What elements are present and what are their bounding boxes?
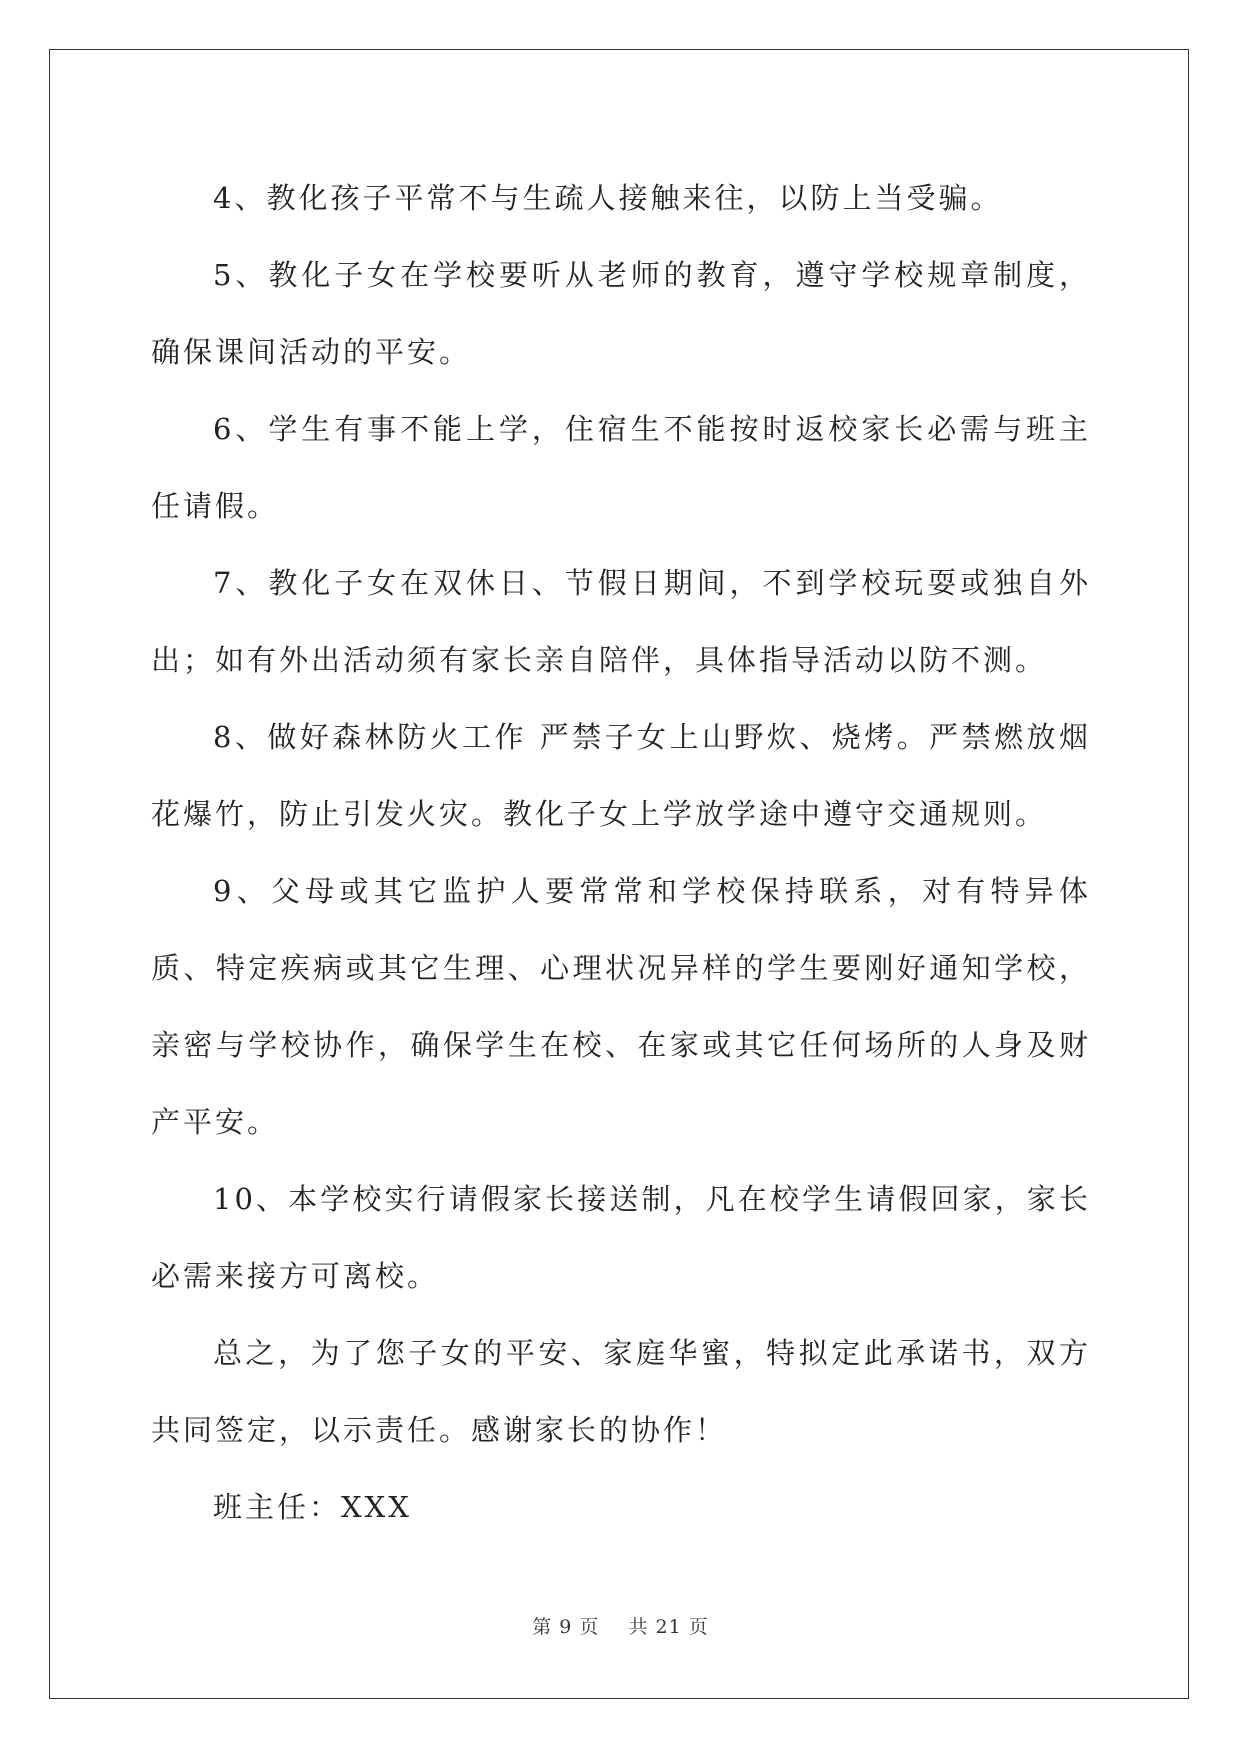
paragraph-item-4: 4、教化孩子平常不与生疏人接触来往，以防上当受骗。 (213, 181, 1003, 215)
signature-line: 班主任：XXX (213, 1490, 412, 1524)
paragraph-item-7: 7、教化子女在双休日、节假日期间，不到学校玩耍或独自外出；如有外出活动须有家长亲自陪伴，具体指导活动以防不测。 (151, 566, 1091, 677)
paragraph-item-8: 8、做好森林防火工作 严禁子女上山野炊、烧烤。严禁燃放烟花爆竹，防止引发火灾。教化子女上学放学途中遵守交通规则。 (151, 720, 1091, 831)
page-number: 第 9 页 (532, 1616, 600, 1638)
document-body (151, 160, 1091, 1546)
paragraph-item-10: 10、本学校实行请假家长接送制，凡在校学生请假回家，家长必需来接方可离校。 (151, 1182, 1091, 1293)
paragraph-item-6: 6、学生有事不能上学，住宿生不能按时返校家长必需与班主任请假。 (151, 412, 1091, 523)
page-total: 共 21 页 (628, 1616, 709, 1638)
paragraph-item-9: 9、父母或其它监护人要常常和学校保持联系，对有特异体质、特定疾病或其它生理、心理状况异样的学生要刚好通知学校，亲密与学校协作，确保学生在校、在家或其它任何场所的人身及财产平安。 (151, 874, 1091, 1139)
paragraph-summary: 总之，为了您子女的平安、家庭华蜜，特拟定此承诺书，双方共同签定，以示责任。感谢家长的协作！ (151, 1336, 1091, 1447)
paragraph-item-5: 5、教化子女在学校要听从老师的教育，遵守学校规章制度，确保课间活动的平安。 (151, 258, 1091, 369)
page-footer (0, 1612, 1241, 1639)
